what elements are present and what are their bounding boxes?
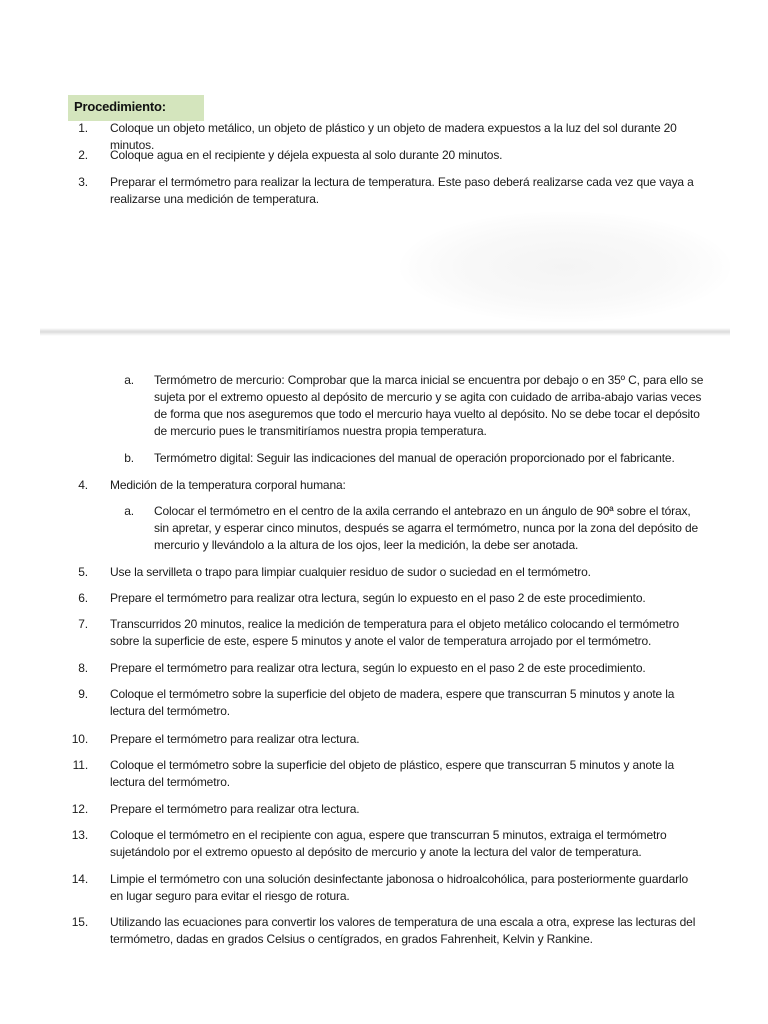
list-item-letter: a. — [124, 373, 134, 387]
section-heading-text: Procedimiento: — [74, 99, 166, 114]
list-item-number: 13. — [71, 828, 88, 842]
list-item-text: Coloque un objeto metálico, un objeto de plástico y un objeto de madera expuestos a la luz del sol durante 20 minutos. — [110, 121, 677, 152]
list-item-number: 2. — [78, 148, 88, 162]
list-item-letter: a. — [124, 504, 134, 518]
list-item-text: Medición de la temperatura corporal humana: — [110, 478, 346, 492]
section-heading — [68, 95, 204, 121]
list-item-text: Use la servilleta o trapo para limpiar cualquier residuo de sudor o suciedad en el termómetro. — [110, 565, 591, 579]
list-item-text: Limpie el termómetro con una solución desinfectante jabonosa o hidroalcohólica, para posteriormente guardarlo en lugar seguro para evitar el riesgo de rotura. — [110, 872, 689, 903]
list-item-number: 6. — [78, 591, 88, 605]
list-item-text: Transcurridos 20 minutos, realice la medición de temperatura para el objeto metálico colocando el termómetro sobre la superficie de este, espere 5 minutos y anote el valor de temperatura arrojado por el termómetro. — [110, 617, 679, 648]
list-item-text: Prepare el termómetro para realizar otra lectura, según lo expuesto en el paso 2 de este procedimiento. — [110, 661, 646, 675]
list-item-number: 8. — [78, 661, 88, 675]
list-item-text: Termómetro de mercurio: Comprobar que la marca inicial se encuentra por debajo o en 35º C, para ello se sujeta por el extremo opuesto al depósito de mercurio y se agita con cuidado de arriba-abajo varias veces de forma que nos aseguremos que todo el mercurio haya vuelto al depósito. No se debe tocar el depósito de mercurio pues le transmitiríamos nuestra propia temperatura. — [154, 373, 704, 438]
list-item-text: Preparar el termómetro para realizar la lectura de temperatura. Este paso deberá realizarse cada vez que vaya a realizarse una medición de temperatura. — [110, 175, 694, 206]
list-item-number: 7. — [78, 617, 88, 631]
list-item-number: 14. — [71, 872, 88, 886]
list-item-text: Coloque el termómetro sobre la superficie del objeto de plástico, espere que transcurran 5 minutos y anote la lectura del termómetro. — [110, 758, 674, 789]
list-item-number: 11. — [72, 758, 88, 772]
list-item-text: Colocar el termómetro en el centro de la axila cerrando el antebrazo en un ángulo de 90ª sobre el tórax, sin apretar, y esperar cinco minutos, después se agarra el termómetro, nunca por la zona del depósito de mercurio y llevándolo a la altura de los ojos, leer la medición, la debe ser anotada. — [154, 504, 699, 552]
list-item-text: Utilizando las ecuaciones para convertir los valores de temperatura de una escala a otra, exprese las lecturas del termómetro, dadas en grados Celsius o centígrados, en grados Fahrenheit, Kelvin y Rankine. — [110, 915, 696, 946]
list-item-number: 12. — [71, 802, 88, 816]
list-item-letter: b. — [124, 451, 134, 465]
list-item-number: 9. — [78, 687, 88, 701]
list-item-number: 10. — [71, 732, 88, 746]
scan-smudge — [400, 212, 730, 322]
list-item-text: Coloque agua en el recipiente y déjela expuesta al solo durante 20 minutos. — [110, 148, 503, 162]
list-item-number: 1. — [78, 121, 88, 135]
list-item-number: 5. — [78, 565, 88, 579]
list-item-number: 15. — [71, 915, 88, 929]
list-item-text: Prepare el termómetro para realizar otra lectura. — [110, 732, 360, 746]
list-item-text: Coloque el termómetro en el recipiente con agua, espere que transcurran 5 minutos, extraiga el termómetro sujetándolo por el extremo opuesto al depósito de mercurio y anote la lectura del valor de temperatura. — [110, 828, 667, 859]
list-item-text: Prepare el termómetro para realizar otra lectura, según lo expuesto en el paso 2 de este procedimiento. — [110, 591, 646, 605]
page-break-divider — [40, 328, 730, 336]
list-item-number: 4. — [78, 478, 88, 492]
list-item-text: Termómetro digital: Seguir las indicaciones del manual de operación proporcionado por el fabricante. — [154, 451, 675, 465]
list-item-number: 3. — [78, 175, 88, 189]
list-item-text: Coloque el termómetro sobre la superficie del objeto de madera, espere que transcurran 5 minutos y anote la lectura del termómetro. — [110, 687, 675, 718]
list-item-text: Prepare el termómetro para realizar otra lectura. — [110, 802, 360, 816]
